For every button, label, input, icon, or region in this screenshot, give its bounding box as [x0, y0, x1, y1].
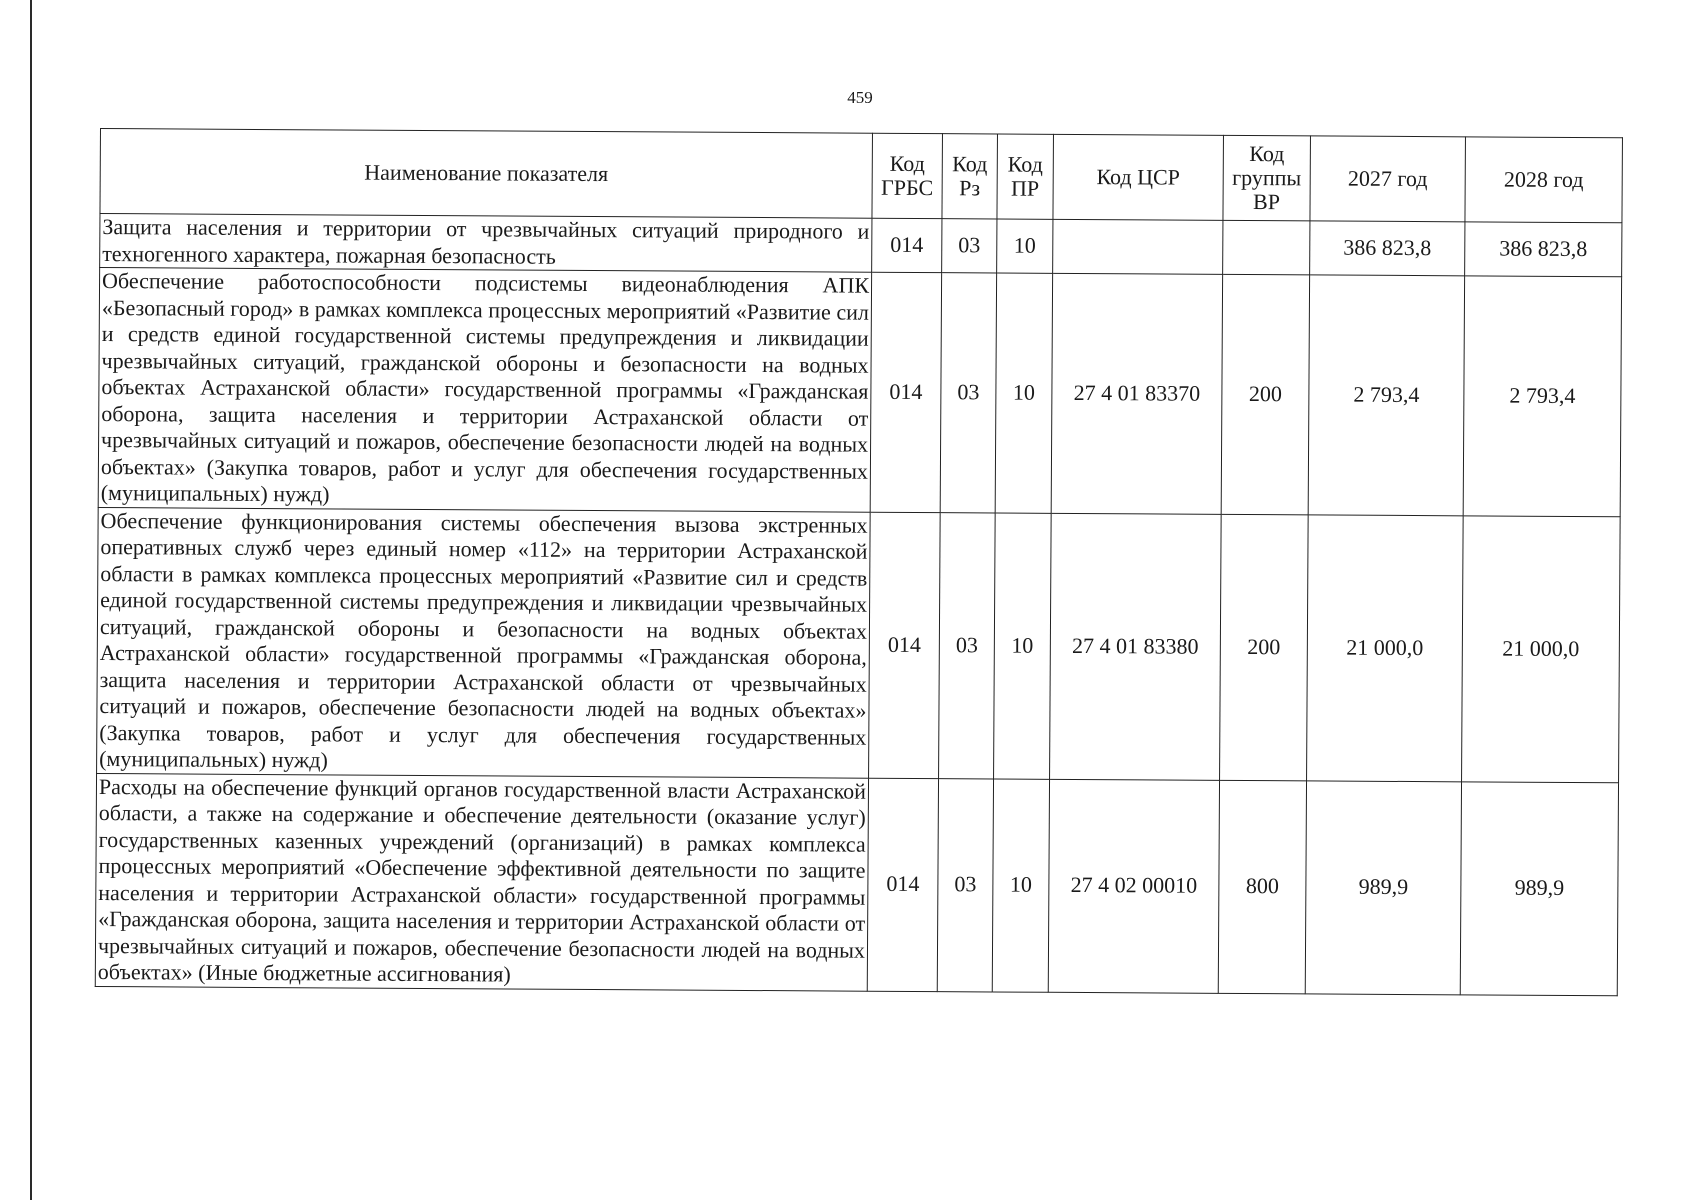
row-grbs: 014	[870, 272, 941, 512]
table-row	[95, 773, 1618, 995]
row-2028: 386 823,8	[1465, 222, 1622, 277]
row-2028: 2 793,4	[1463, 276, 1621, 516]
row-vr: 800	[1218, 780, 1306, 994]
page-number: 459	[847, 88, 873, 107]
header-2027: 2027 год	[1310, 136, 1466, 222]
row-2028: 21 000,0	[1462, 515, 1621, 782]
header-2028: 2028 год	[1465, 137, 1623, 223]
header-pr: Код ПР	[997, 134, 1054, 219]
header-csr: Код ЦСР	[1053, 134, 1224, 220]
row-name: Защита населения и территории от чрезвычайных ситуаций природного и техногенного характера, пожарная безопасность	[100, 214, 872, 273]
binding-edge-line	[30, 0, 32, 1200]
row-name: Обеспечение работоспособности подсистемы видеонаблюдения АПК «Безопасный город» в рамках комплекса процессных мероприятий «Развитие сил и средств единой государственной системы предупреждения и ликвидации чрезвычайных ситуаций, гражданской обороны и безопасности на водных объектах Астраханской области» государственной программы «Гражданская оборона, защита населения и территории Астраханской области от чрезвычайных ситуаций и пожаров, обеспечение безопасности людей на водных объектах» (Закупка товаров, работ и услуг для обеспечения государственных (муниципальных) нужд)	[98, 268, 871, 512]
row-2027: 21 000,0	[1307, 514, 1464, 781]
row-csr: 27 4 02 00010	[1048, 779, 1219, 993]
row-2028: 989,9	[1460, 781, 1618, 995]
header-name: Наименование показателя	[100, 129, 873, 219]
row-name: Расходы на обеспечение функций органов государственной власти Астраханской области, а также на содержание и обеспечение деятельности (оказание услуг) государственных казенных учреждений (организаций) в рамках комплекса процессных мероприятий «Обеспечение эффективной деятельности по защите населения и территории Астраханской области» государственной программы «Гражданская оборона, защита населения и территории Астраханской области от чрезвычайных ситуаций и пожаров, обеспечение безопасности людей на водных объектах» (Иные бюджетные ассигнования)	[95, 773, 868, 991]
table-row	[97, 507, 1621, 782]
budget-table	[95, 128, 1623, 996]
row-vr	[1223, 220, 1310, 275]
row-pr: 10	[994, 512, 1052, 778]
table-row	[100, 214, 1622, 277]
row-grbs: 014	[869, 512, 941, 778]
row-rz: 03	[939, 512, 996, 778]
row-grbs: 014	[867, 778, 938, 991]
table-row	[98, 268, 1621, 517]
row-vr: 200	[1220, 514, 1309, 781]
row-pr: 10	[992, 778, 1049, 991]
header-grbs: Код ГРБС	[872, 133, 943, 218]
row-csr: 27 4 01 83370	[1051, 273, 1222, 514]
row-2027: 386 823,8	[1310, 221, 1465, 276]
row-pr: 10	[997, 219, 1053, 273]
row-rz: 03	[942, 219, 997, 273]
header-rz: Код Рз	[942, 134, 998, 219]
row-csr	[1053, 219, 1223, 274]
row-rz: 03	[937, 778, 993, 991]
row-csr: 27 4 01 83380	[1050, 513, 1222, 780]
row-pr: 10	[995, 273, 1052, 513]
row-vr: 200	[1221, 274, 1309, 514]
row-2027: 989,9	[1305, 780, 1461, 994]
table-header-row	[100, 129, 1622, 223]
row-name: Обеспечение функционирования системы обеспечения вызова экстренных оперативных служб через единый номер «112» на территории Астраханской области в рамках комплекса процессных мероприятий «Развитие сил и средств единой государственной системы предупреждения и ликвидации чрезвычайных ситуаций, гражданской обороны и безопасности на водных объектах Астраханской области» государственной программы «Гражданская оборона, защита населения и территории Астраханской области от чрезвычайных ситуаций и пожаров, обеспечение безопасности людей на водных объектах» (Закупка товаров, работ и услуг для обеспечения государственных (муниципальных) нужд)	[97, 507, 871, 778]
row-grbs: 014	[872, 218, 942, 272]
row-2027: 2 793,4	[1308, 275, 1464, 515]
row-rz: 03	[940, 273, 996, 513]
header-vr: Код группы ВР	[1223, 135, 1311, 221]
